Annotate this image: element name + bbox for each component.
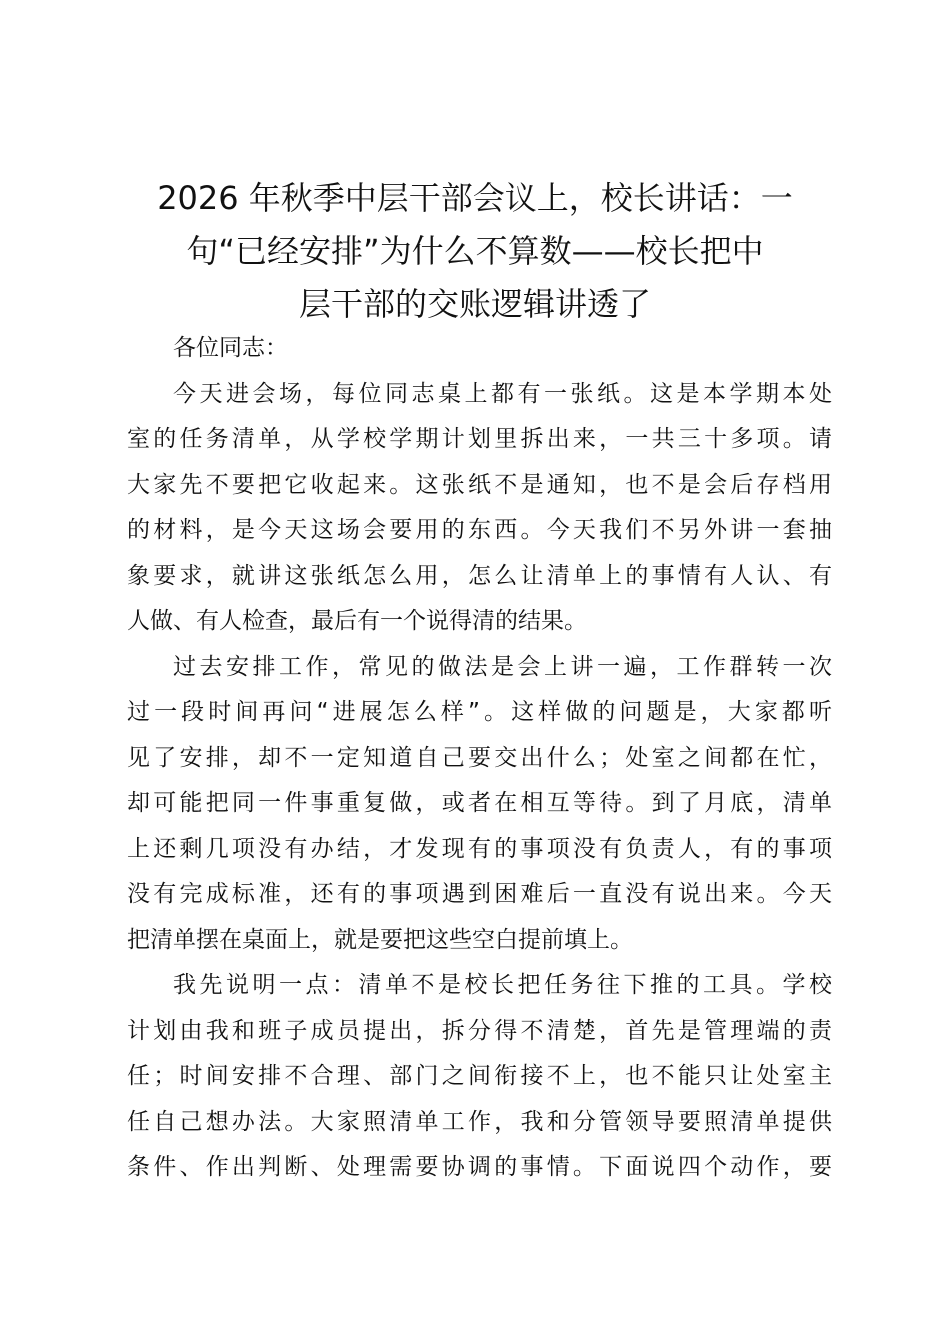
- salutation-text: 各位同志：: [173, 335, 288, 361]
- paragraph-line: 却可能把同一件事重复做，或者在相互等待。到了月底，清单: [127, 790, 832, 816]
- paragraph-line: 我先说明一点：清单不是校长把任务往下推的工具。学校: [173, 972, 832, 998]
- title-line: 2026 年秋季中层干部会议上，校长讲话：一: [157, 179, 793, 217]
- paragraph-line: 任；时间安排不合理、部门之间衔接不上，也不能只让处室主: [127, 1063, 832, 1089]
- document-title: [118, 172, 832, 331]
- paragraph-line: 室的任务清单，从学校学期计划里拆出来，一共三十多项。请: [127, 426, 832, 452]
- paragraph-3: [127, 963, 832, 1191]
- paragraph-1: [127, 372, 832, 645]
- paragraph-line: 把清单摆在桌面上，就是要把这些空白提前填上。: [127, 926, 633, 953]
- paragraph-line: 的材料，是今天这场会要用的东西。今天我们不另外讲一套抽: [127, 517, 832, 543]
- paragraph-line: 人做、有人检查，最后有一个说得清的结果。: [127, 608, 587, 634]
- title-line: 句“已经安排”为什么不算数——校长把中: [186, 232, 764, 270]
- paragraph-line: 过去安排工作，常见的做法是会上讲一遍，工作群转一次: [173, 653, 832, 680]
- paragraph-line: 大家先不要把它收起来。这张纸不是通知，也不是会后存档用: [127, 471, 832, 498]
- paragraph-line: 任自己想办法。大家照清单工作，我和分管领导要照清单提供: [127, 1108, 832, 1135]
- paragraph-line: 见了安排，却不一定知道自己要交出什么；处室之间都在忙，: [127, 744, 832, 771]
- document-body: [127, 326, 832, 1191]
- paragraph-line: 条件、作出判断、处理需要协调的事情。下面说四个动作，要: [127, 1154, 832, 1180]
- paragraph-line: 计划由我和班子成员提出，拆分得不清楚，首先是管理端的责: [127, 1017, 832, 1044]
- paragraph-2: [127, 645, 832, 964]
- paragraph-line: 上还剩几项没有办结，才发现有的事项没有负责人，有的事项: [127, 835, 832, 862]
- salutation: [127, 326, 832, 372]
- paragraph-line: 今天进会场，每位同志桌上都有一张纸。这是本学期本处: [173, 380, 832, 407]
- title-line: 层干部的交账逻辑讲透了: [298, 285, 651, 323]
- paragraph-line: 象要求，就讲这张纸怎么用，怎么让清单上的事情有人认、有: [127, 562, 832, 589]
- paragraph-line: 过一段时间再问“进展怎么样”。这样做的问题是，大家都听: [127, 699, 832, 725]
- paragraph-line: 没有完成标准，还有的事项遇到困难后一直没有说出来。今天: [127, 881, 832, 907]
